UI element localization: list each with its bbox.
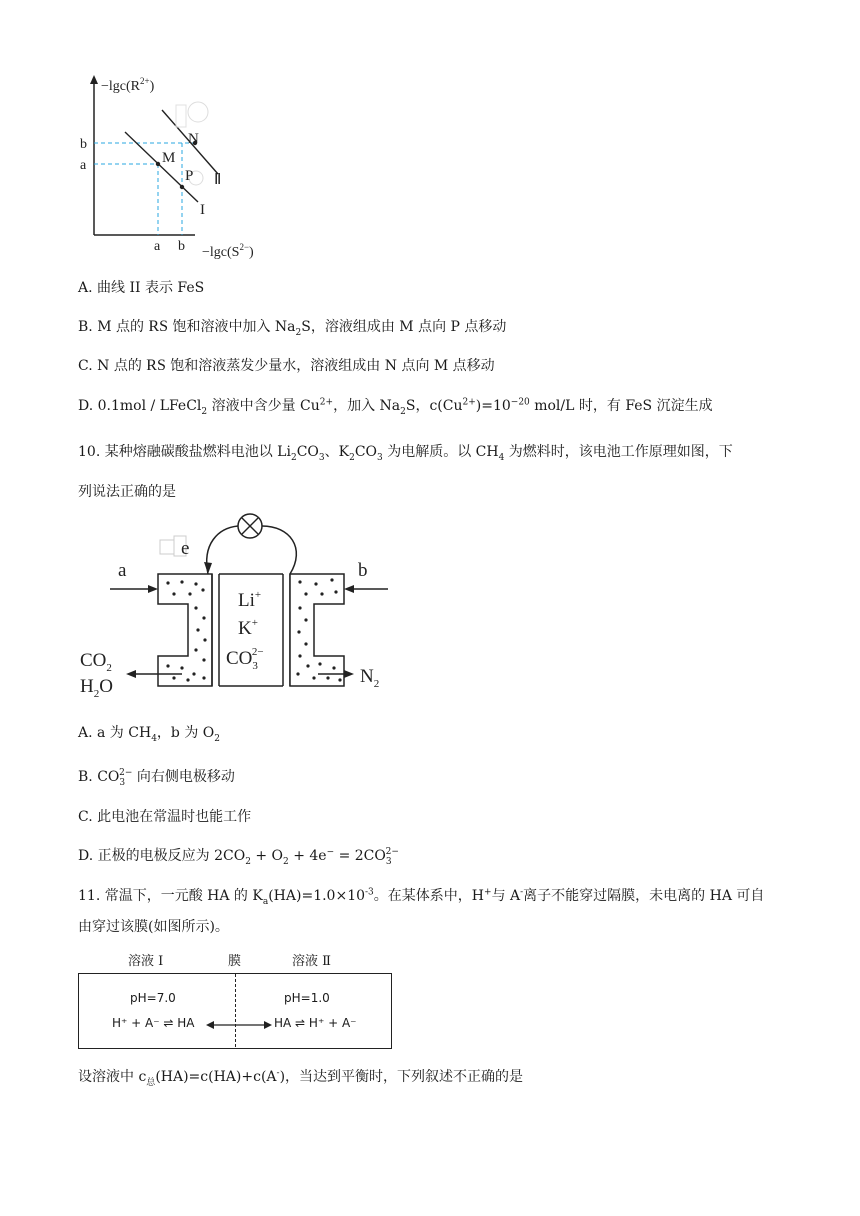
q9-option-c: C. N 点的 RS 饱和溶液蒸发少量水，溶液组成由 N 点向 M 点移动	[78, 357, 495, 374]
point-M-label: M	[162, 150, 176, 166]
q11-question-line: 设溶液中 $c_总(HA)=c(HA)+c(A^-)$，当达到平衡时，下列叙述不正确的是	[78, 1068, 524, 1088]
fuel-cell-diagram	[78, 508, 398, 703]
table-head-right: 溶液 Ⅱ	[292, 954, 331, 969]
svg-text:Li+: Li+	[238, 589, 262, 611]
table-ph-left: pH=7.0	[130, 991, 176, 1005]
point-P-label: P	[185, 168, 194, 184]
inlet-a-label: a	[118, 560, 127, 581]
y-axis-arrow	[90, 75, 98, 84]
q9-option-d: D. 0.1mol / LFeCl$_2$ 溶液中含少量 $Cu^{2+}$，加入 $Na_2S$，$c(Cu^{2+})=10^{-20}$ mol/L 时，有 FeS 沉淀生成	[78, 397, 713, 417]
svg-text:−lgc(R2+): $-\lg c(R^{2+})$	[101, 76, 155, 94]
curve-II-label: Ⅱ	[214, 172, 222, 188]
curve-I-label: I	[200, 202, 205, 218]
point-M-dot	[156, 162, 160, 166]
carbonate-ion-label: CO	[226, 648, 253, 669]
k-ion-label: K	[238, 618, 252, 639]
q10-option-a: A. a 为 $CH_4$，b 为 $O_2$	[78, 725, 220, 744]
x-axis-label: −lgc(S	[202, 245, 240, 260]
x-tick-b: b	[178, 239, 185, 254]
svg-text:H2O: $H_2O$	[80, 676, 113, 700]
svg-text:CO32−: $CO_32-$	[226, 646, 264, 672]
h2o-outlet-label: H	[80, 676, 94, 697]
q9-option-b: B. M 点的 RS 饱和溶液中加入 $Na_2S$，溶液组成由 M 点向 P 点移动	[78, 318, 507, 338]
y-tick-b: b	[80, 137, 87, 152]
q10-option-c: C. 此电池在常温时也能工作	[78, 809, 252, 825]
table-eq-left: H⁺ + A⁻ ⇌ HA	[112, 1016, 195, 1030]
n2-outlet-label: N	[360, 666, 374, 687]
svg-text:CO2: $CO_2$	[80, 650, 112, 674]
svg-text:−lgc(S2−): $-\lg c(S^{2-})$	[202, 242, 254, 260]
q10-stem-line1: 10. 某种熔融碳酸盐燃料电池以 $Li_2CO_3$、$K_2CO_3$ 为电解质。以 $CH_4$ 为燃料时，该电池工作原理如图，下	[78, 444, 733, 463]
table-head-membrane: 膜	[228, 954, 242, 969]
table-ph-right: pH=1.0	[284, 991, 330, 1005]
y-axis-label: −lgc(R	[101, 79, 140, 94]
q9-option-a: A. 曲线 II 表示 FeS	[78, 280, 205, 296]
svg-text:N2: $N_2$	[360, 666, 380, 690]
table-head-left: 溶液 Ⅰ	[128, 954, 164, 969]
double-arrow-icon	[206, 1018, 272, 1032]
point-P-dot	[180, 185, 184, 189]
membrane-line	[235, 974, 236, 1047]
q10-option-b: B. $CO_3^{2-}$ 向右侧电极移动	[78, 768, 235, 788]
membrane-table	[78, 950, 392, 1050]
point-N-label: N	[188, 131, 199, 147]
electron-label: e	[181, 538, 190, 559]
x-tick-a: a	[154, 239, 161, 254]
q11-stem-line1: 11. 常温下，一元酸 HA 的 $K_a(HA)=1.0\times 10^{-3}$。在某体系中，H+与 A-离子不能穿过隔膜，未电离的 HA 可自	[78, 887, 765, 907]
q11-stem-line2: 由穿过该膜(如图所示)。	[78, 919, 229, 935]
y-tick-a: a	[80, 158, 87, 173]
svg-text:K+: K+	[238, 617, 258, 639]
solubility-graph	[70, 70, 280, 265]
table-eq-right: HA ⇌ H⁺ + A⁻	[274, 1016, 357, 1030]
q10-stem-line2: 列说法正确的是	[78, 484, 176, 500]
li-ion-label: Li	[238, 590, 255, 611]
co2-outlet-label: CO	[80, 650, 107, 671]
q10-option-d: D. 正极的电极反应为 $2CO_2 + O_2 + 4e^- = 2CO_3^{2-}$	[78, 847, 399, 867]
inlet-b-label: b	[358, 560, 368, 581]
